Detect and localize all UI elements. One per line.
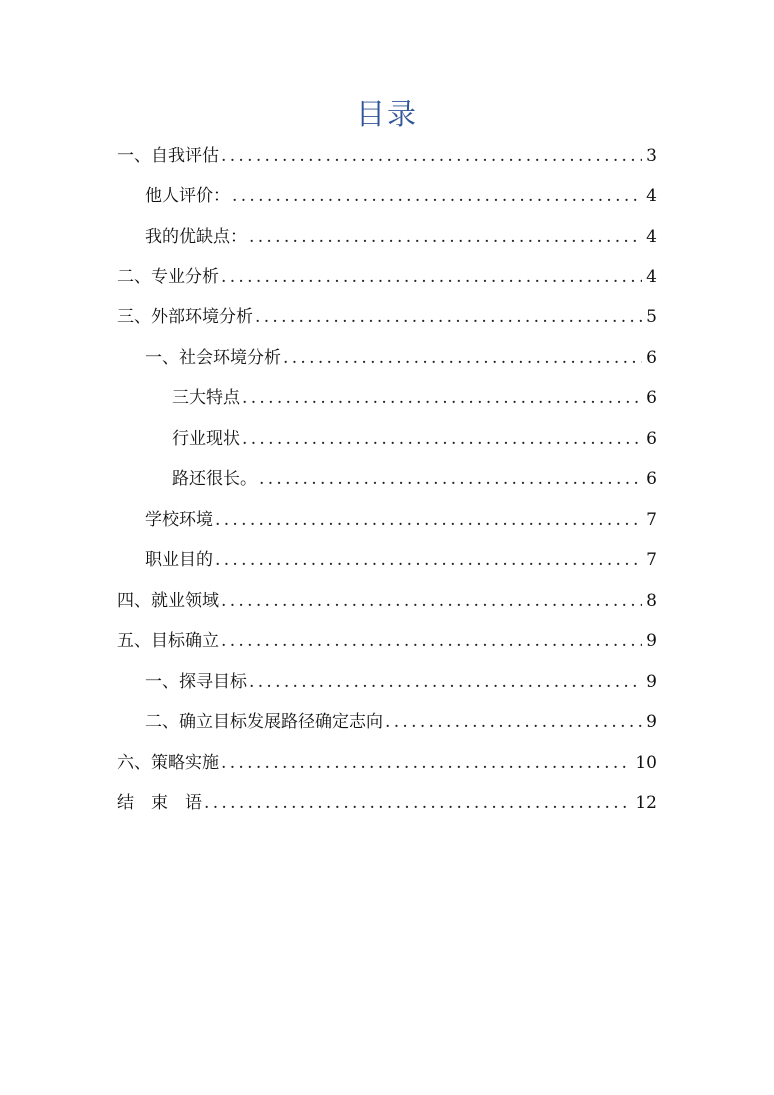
dot-leader <box>221 262 642 292</box>
dot-leader <box>249 667 642 697</box>
toc-page-number: 10 <box>635 753 657 773</box>
toc-entry-label: 二、专业分析 <box>117 267 219 287</box>
toc-entry-employment-field[interactable] <box>117 586 657 616</box>
dot-leader <box>215 505 642 535</box>
toc-page-number: 9 <box>646 631 657 651</box>
dot-leader <box>221 626 642 656</box>
toc-entry-label: 一、自我评估 <box>117 146 219 166</box>
toc-entry-label: 我的优缺点： <box>145 227 247 247</box>
dot-leader <box>255 302 642 332</box>
dot-leader <box>259 464 642 494</box>
toc-entry-label: 二、确立目标发展路径确定志向 <box>145 712 383 732</box>
dot-leader <box>283 343 642 373</box>
toc-entry-label: 一、社会环境分析 <box>145 348 281 368</box>
toc-page-number: 12 <box>635 793 657 813</box>
dot-leader <box>242 424 642 454</box>
toc-page-number: 6 <box>646 429 657 449</box>
toc-page-number: 6 <box>646 348 657 368</box>
dot-leader <box>242 383 642 413</box>
toc-entry-long-road[interactable] <box>172 464 657 494</box>
toc-entry-label: 路还很长。 <box>172 469 257 489</box>
toc-page-number: 3 <box>646 146 657 166</box>
toc-entry-school-environment[interactable] <box>145 505 657 535</box>
toc-page-number: 6 <box>646 469 657 489</box>
toc-page-number: 4 <box>646 267 657 287</box>
toc-entry-external-environment[interactable] <box>117 302 657 332</box>
toc-entry-industry-status[interactable] <box>172 424 657 454</box>
toc-entry-social-environment[interactable] <box>145 343 657 373</box>
toc-entry-major-analysis[interactable] <box>117 262 657 292</box>
toc-entry-goal-setting[interactable] <box>117 626 657 656</box>
dot-leader <box>215 545 642 575</box>
toc-page-number: 4 <box>646 227 657 247</box>
toc-entry-strengths-weaknesses[interactable] <box>145 222 657 252</box>
toc-page-number: 7 <box>646 550 657 570</box>
toc-entry-label: 学校环境 <box>145 510 213 530</box>
toc-page-number: 5 <box>646 307 657 327</box>
toc-entry-career-goal[interactable] <box>145 545 657 575</box>
dot-leader <box>249 222 642 252</box>
toc-entry-strategy-implementation[interactable] <box>117 748 657 778</box>
toc-entry-three-features[interactable] <box>172 383 657 413</box>
toc-page-number: 8 <box>646 591 657 611</box>
toc-entry-label: 结 束 语 <box>117 793 202 813</box>
toc-entry-label: 六、策略实施 <box>117 753 219 773</box>
toc-entry-label: 三、外部环境分析 <box>117 307 253 327</box>
dot-leader <box>232 181 642 211</box>
toc-entry-development-path[interactable] <box>145 707 657 737</box>
toc-entry-label: 他人评价： <box>145 186 230 206</box>
dot-leader <box>221 586 642 616</box>
toc-entry-self-assessment[interactable] <box>117 141 657 171</box>
toc-page-number: 4 <box>646 186 657 206</box>
dot-leader <box>221 141 642 171</box>
toc-page-number: 7 <box>646 510 657 530</box>
toc-entry-conclusion[interactable] <box>117 788 657 818</box>
toc-page-number: 9 <box>646 672 657 692</box>
toc-entry-label: 一、探寻目标 <box>145 672 247 692</box>
toc-page-number: 6 <box>646 388 657 408</box>
toc-entry-label: 三大特点 <box>172 388 240 408</box>
toc-entry-explore-goal[interactable] <box>145 667 657 697</box>
toc-entry-label: 职业目的 <box>145 550 213 570</box>
dot-leader <box>385 707 642 737</box>
toc-page-number: 9 <box>646 712 657 732</box>
toc-title: 目录 <box>355 97 418 131</box>
toc-entry-label: 四、就业领域 <box>117 591 219 611</box>
toc-entry-label: 五、目标确立 <box>117 631 219 651</box>
dot-leader <box>204 788 631 818</box>
dot-leader <box>221 748 631 778</box>
toc-entry-label: 行业现状 <box>172 429 240 449</box>
toc-entry-others-evaluation[interactable] <box>145 181 657 211</box>
